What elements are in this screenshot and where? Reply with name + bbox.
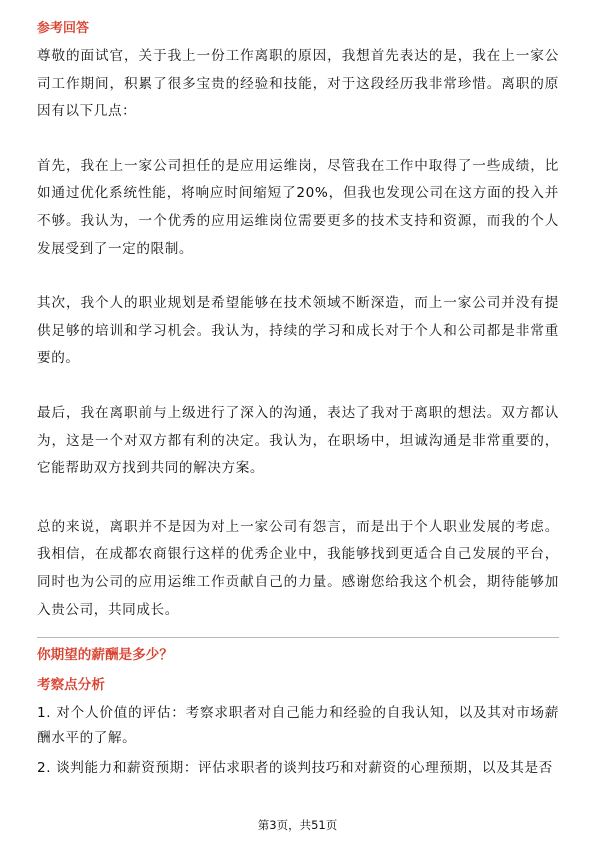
- question-heading: 你期望的薪酬是多少？: [37, 647, 173, 664]
- paragraph-summary: 总的来说，离职并不是因为对上一家公司有怨言，而是出于个人职业发展的考虑。我相信，在成都农商银行这样的优秀企业中，我能够找到更适合自己发展的平台，同时也为公司的应用运维工作贡献自己的力量。感谢您给我这个机会，期待能够加入贵公司，共同成长。: [37, 518, 559, 618]
- analysis-heading: 考察点分析: [37, 677, 105, 694]
- spacer: [37, 263, 559, 290]
- analysis-item-2: 2. 谈判能力和薪资预期：评估求职者的谈判技巧和对薪资的心理预期，以及其是否: [37, 759, 553, 776]
- paragraph-intro: 尊敬的面试官，关于我上一份工作离职的原因，我想首先表达的是，我在上一家公司工作期间，积累了很多宝贵的经验和技能，对于这段经历我非常珍惜。离职的原因有以下几点：: [37, 48, 559, 120]
- spacer: [37, 373, 559, 400]
- spacer: [37, 126, 559, 153]
- paragraph-first-reason: 首先，我在上一家公司担任的是应用运维岗，尽管我在工作中取得了一些成绩，比如通过优化系统性能，将响应时间缩短了20%，但我也发现公司在这方面的投入并不够。我认为，一个优秀的应用运维岗位需要更多的技术支持和资源，而我的个人发展受到了一定的限制。: [37, 157, 559, 257]
- spacer: [37, 483, 559, 514]
- section-divider: [37, 637, 559, 638]
- paragraph-second-reason: 其次，我个人的职业规划是希望能够在技术领域不断深造，而上一家公司并没有提供足够的培训和学习机会。我认为，持续的学习和成长对于个人和公司都是非常重要的。: [37, 295, 559, 367]
- analysis-item-1: 1. 对个人价值的评估：考察求职者对自己能力和经验的自我认知，以及其对市场薪酬水平的了解。: [37, 705, 559, 746]
- answer-heading: 参考回答: [37, 21, 90, 36]
- page-number-footer: 第3页，共51页: [257, 818, 338, 832]
- paragraph-last-reason: 最后，我在离职前与上级进行了深入的沟通，表达了我对于离职的想法。双方都认为，这是一个对双方都有利的决定。我认为，在职场中，坦诚沟通是非常重要的，它能帮助双方找到共同的解决方案。: [37, 404, 559, 477]
- page-content: [37, 20, 559, 786]
